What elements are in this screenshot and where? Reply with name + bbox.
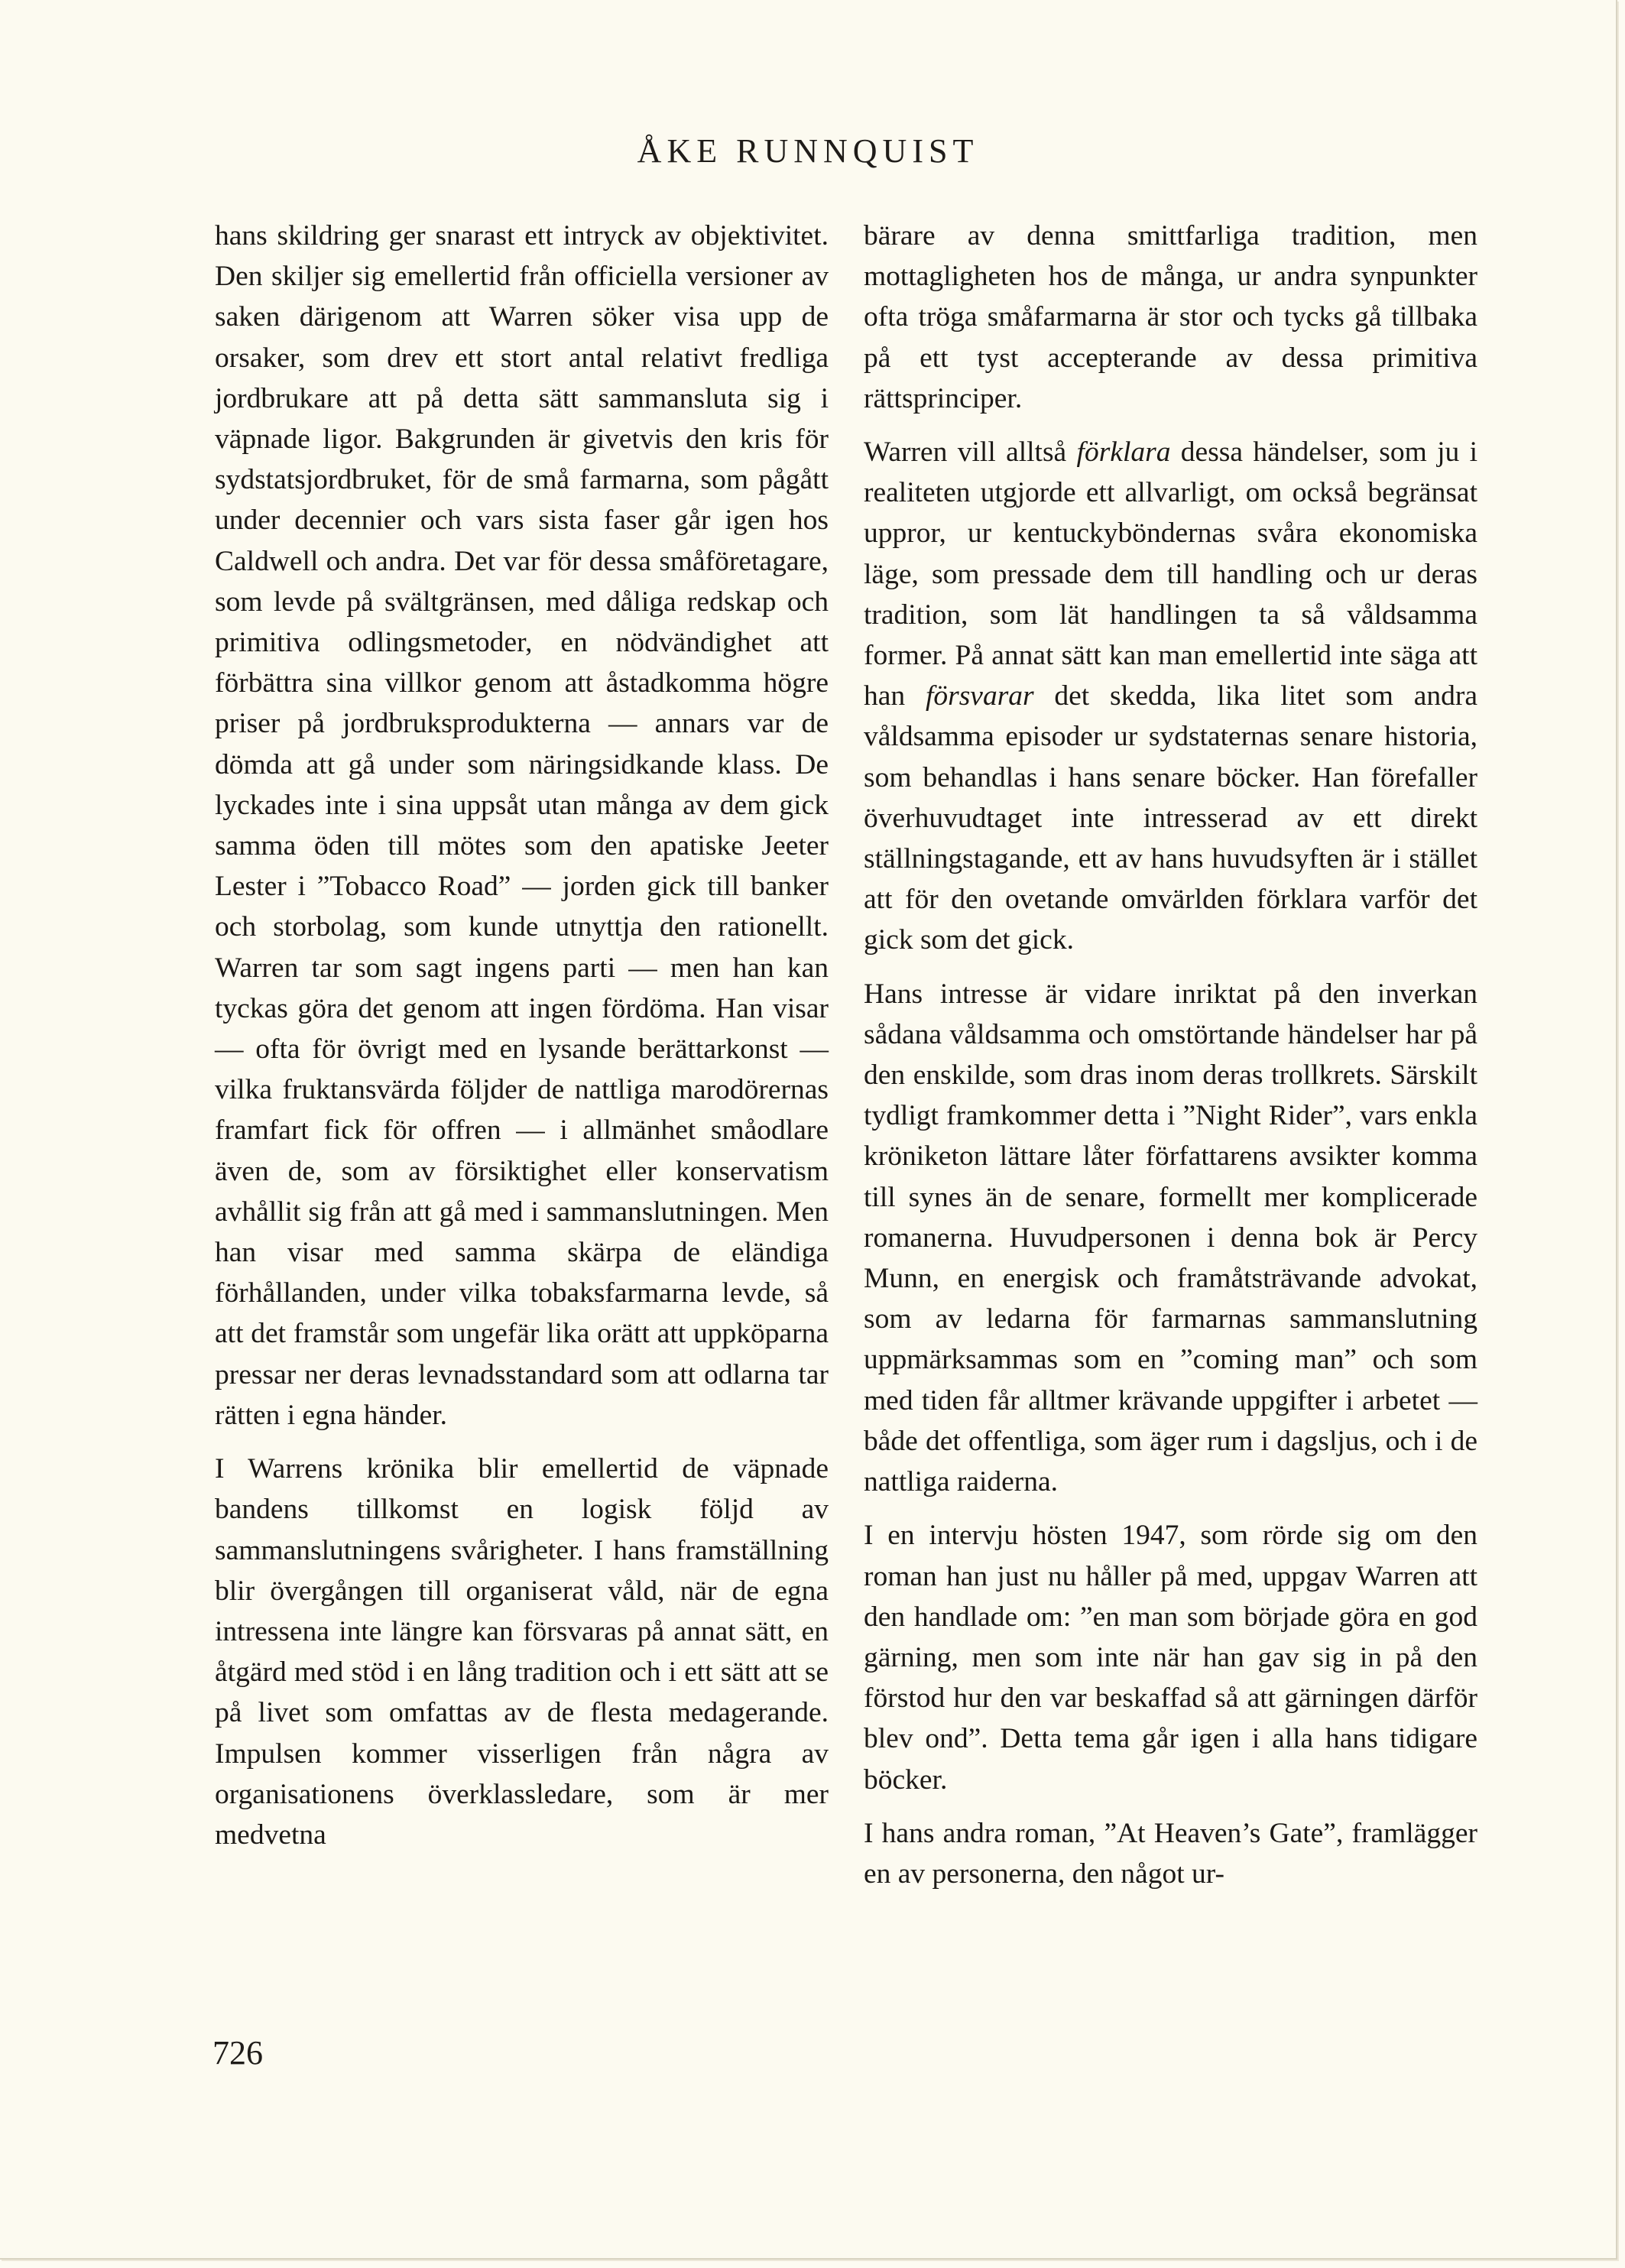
page-number: 726: [212, 2034, 263, 2072]
right-paragraph-4: I en intervju hösten 1947, som rörde sig om den roman han just nu håller på med, uppgav Warren att den handlade om: ”en man som började göra en god gärning, men som inte när han gav sig in på den förstod hur den var beskaffad så att gärningen därför blev ond”. Detta tema går igen i alla hans tidigare böcker.: [864, 1520, 1477, 1796]
running-head: ÅKE RUNNQUIST: [637, 132, 979, 170]
right-column: [864, 216, 1477, 1894]
emphasis-forklara: förklara: [1076, 436, 1171, 469]
right-paragraph-2: [864, 432, 1477, 961]
right-paragraph-5: I hans andra roman, ”At Heaven’s Gate”, framlägger en av personerna, den något ur-: [864, 1817, 1477, 1890]
left-paragraph-2: I Warrens krönika blir emellertid de väpnade bandens tillkomst en logisk följd av sammanslutningens svårigheter. I hans framställning blir övergången till organiserat våld, när de egna intressena inte längre kan försvaras på annat sätt, en åtgärd med stöd i en lång tradition och i ett sätt att se på livet som omfattas av de flesta medagerande. Impulsen kommer visserligen från några av organisationens överklassledare, som är mer medvetna: [215, 1453, 829, 1851]
left-paragraph-1: hans skildring ger snarast ett intryck av objektivitet. Den skiljer sig emellertid från officiella versioner av saken därigenom att Warren söker visa upp de orsaker, som drev ett stort antal relativt fredliga jordbrukare att på detta sätt sammansluta sig i väpnade ligor. Bakgrunden är givetvis den kris för sydstatsjordbruket, för de små farmarna, som pågått under decennier och vars sista faser går igen hos Caldwell och andra. Det var för dessa småföretagare, som levde på svältgränsen, med dåliga redskap och primitiva odlingsmetoder, en nödvändighet att förbättra sina villkor genom att åstadkomma högre priser på jordbruksprodukterna — annars var de dömda att gå under som näringsidkande klass. De lyckades inte i sina uppsåt utan många av dem gick samma öden till mötes som den apatiske Jeeter Lester i ”Tobacco Road” — jorden gick till banker och storbolag, som kunde utnyttja den rationellt. Warren tar som sagt ingens parti — men han kan tyckas göra det genom att ingen fördöma. Han visar — ofta för övrigt med en lysande berättarkonst — vilka fruktansvärda följder de nattliga marodörernas framfart fick för offren — i allmänhet småodlare även de, som av försiktighet eller konservatism avhållit sig från att gå med i sammanslutningen. Men han visar med samma skärpa de eländiga förhållanden, under vilka tobaksfarmarna levde, så att det framstår som ungefär lika orätt att uppköparna pressar ner deras levnadsstandard som att odlarna tar rätten i egna händer.: [215, 220, 829, 1431]
right-paragraph-1: bärare av denna smittfarliga tradition, men mottagligheten hos de många, ur andra synpunkter ofta tröga småfarmarna är stor och tycks gå tillbaka på ett tyst accepterande av dessa primitiva rättsprinciper.: [864, 220, 1477, 414]
right-paragraph-2-start: Warren vill alltså: [864, 436, 1077, 469]
right-paragraph-2-end: det skedda, lika litet som andra våldsamma episoder ur sydstaternas senare historia, som behandlas i hans senare böcker. Han förefaller överhuvudtaget inte intresserad av ett direkt ställningstagande, ett av hans huvudsyften är i stället att för den ovetande omvärlden förklara varför det gick som det gick.: [864, 680, 1477, 956]
emphasis-forsvarar: försvarar: [925, 680, 1034, 712]
right-paragraph-3: Hans intresse är vidare inriktat på den inverkan sådana våldsamma och omstörtande händelser har på den enskilde, som dras inom deras trollkrets. Särskilt tydligt framkommer detta i ”Night Rider”, vars enkla kröniketon lättare låter författarens avsikter komma till synes än de senare, formellt mer komplicerade romanerna. Huvudpersonen i denna bok är Percy Munn, en energisk och framåtsträvande advokat, som av ledarna för farmarnas sammanslutning uppmärksammas som en ”coming man” och som med tiden får alltmer krävande uppgifter i arbetet — både det offentliga, som äger rum i dagsljus, och i de nattliga raiderna.: [864, 978, 1477, 1498]
left-column: [215, 216, 829, 1855]
right-paragraph-2-middle: dessa händelser, som ju i realiteten utgjorde ett allvarligt, om också begränsat uppror, ur kentuckyböndernas svåra ekonomiska läge, som pressade dem till handling och ur deras tradition, som lät handlingen ta så våldsamma former. På annat sätt kan man emellertid inte säga att han: [864, 436, 1477, 712]
